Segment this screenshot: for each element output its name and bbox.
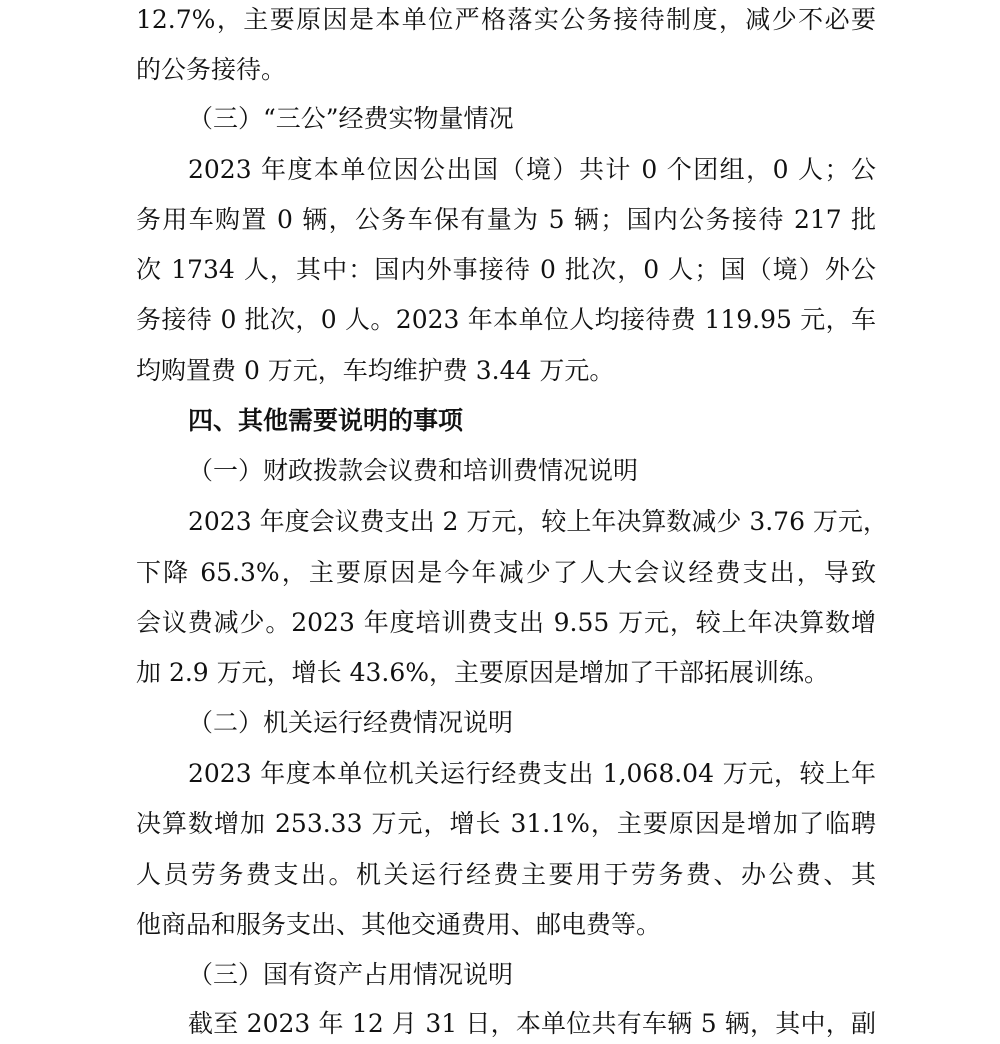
paragraph-line: 决算数增加 253.33 万元，增长 31.1%，主要原因是增加了临聘 bbox=[136, 809, 876, 838]
paragraph-line: 次 1734 人，其中：国内外事接待 0 批次，0 人；国（境）外公 bbox=[136, 255, 876, 284]
paragraph-line: 的公务接待。 bbox=[136, 55, 287, 84]
paragraph-line: 12.7%，主要原因是本单位严格落实公务接待制度，减少不必要 bbox=[136, 5, 876, 34]
paragraph-line: 务接待 0 批次，0 人。2023 年本单位人均接待费 119.95 元，车 bbox=[136, 305, 876, 334]
paragraph-line: 2023 年度本单位因公出国（境）共计 0 个团组，0 人；公 bbox=[188, 155, 876, 184]
paragraph-line: 截至 2023 年 12 月 31 日，本单位共有车辆 5 辆，其中，副 bbox=[188, 1009, 876, 1038]
paragraph-line: 人员劳务费支出。机关运行经费主要用于劳务费、办公费、其 bbox=[136, 860, 876, 889]
paragraph-line: 务用车购置 0 辆，公务车保有量为 5 辆；国内公务接待 217 批 bbox=[136, 205, 876, 234]
paragraph-line: 加 2.9 万元，增长 43.6%，主要原因是增加了干部拓展训练。 bbox=[136, 658, 830, 687]
paragraph-line: 下降 65.3%，主要原因是今年减少了人大会议经费支出，导致 bbox=[136, 558, 876, 587]
section-heading: 四、其他需要说明的事项 bbox=[188, 406, 464, 435]
paragraph-line: 他商品和服务支出、其他交通费用、邮电费等。 bbox=[136, 910, 662, 939]
paragraph-line: 2023 年度会议费支出 2 万元，较上年决算数减少 3.76 万元， bbox=[188, 507, 888, 536]
section-subheading: （三）“三公”经费实物量情况 bbox=[188, 104, 514, 133]
section-subheading: （二）机关运行经费情况说明 bbox=[188, 708, 514, 737]
section-subheading: （三）国有资产占用情况说明 bbox=[188, 960, 514, 989]
paragraph-line: 均购置费 0 万元，车均维护费 3.44 万元。 bbox=[136, 356, 615, 385]
paragraph-line: 会议费减少。2023 年度培训费支出 9.55 万元，较上年决算数增 bbox=[136, 608, 876, 637]
paragraph-line: 2023 年度本单位机关运行经费支出 1,068.04 万元，较上年 bbox=[188, 759, 876, 788]
section-subheading: （一）财政拨款会议费和培训费情况说明 bbox=[188, 456, 639, 485]
